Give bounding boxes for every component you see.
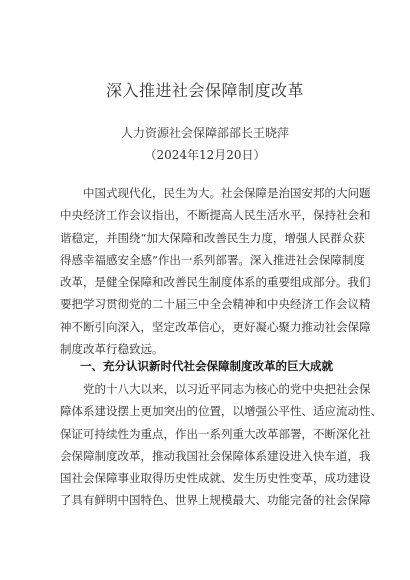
paragraph-line: 制度改革行稳致远。 <box>60 342 164 357</box>
document-date: （2024年12月20日） <box>144 148 266 162</box>
paragraph-line: 谐稳定，并围绕“加大保障和改善民生力度，增强人民群众获 <box>60 230 365 245</box>
section-heading: 一、充分认识新时代社会保障制度改革的巨大成就 <box>80 359 333 373</box>
paragraph-line: 要把学习贯彻党的二十届三中全会精神和中央经济工作会议精 <box>60 297 371 312</box>
paragraph-line: 党的十八大以来，以习近平同志为核心的党中央把社会保 <box>83 382 371 396</box>
paragraph-line: 了具有鲜明中国特色、世界上规模最大、功能完备的社会保障 <box>60 493 371 508</box>
document-author: 人力资源社会保障部部长王晓萍 <box>120 126 289 140</box>
paragraph-line: 改革，是健全保障和改善民生制度体系的重要组成部分。我们 <box>60 275 371 290</box>
paragraph-line: 障体系建设摆上更加突出的位置，以增强公平性、适应流动性、 <box>60 404 382 419</box>
paragraph-line: 保证可持续性为重点，作出一系列重大改革部署，不断深化社 <box>60 426 371 441</box>
paragraph-line: 国社会保障事业取得历史性成就、发生历史性变革，成功建设 <box>60 471 371 486</box>
paragraph-2 <box>60 378 382 512</box>
paragraph-line: 得感幸福感安全感”作出一系列部署。深入推进社会保障制度 <box>60 252 365 267</box>
paragraph-line: 中央经济工作会议指出，不断提高人民生活水平，保持社会和 <box>60 208 371 223</box>
paragraph-line: 神不断引向深入，坚定改革信心，更好凝心聚力推动社会保障 <box>60 319 371 334</box>
paragraph-line: 会保障制度改革，推动我国社会保障体系建设进入快车道，我 <box>60 448 371 463</box>
paragraph-line: 中国式现代化，民生为大。社会保障是治国安邦的大问题 <box>83 186 371 200</box>
paragraph-1 <box>60 182 371 360</box>
document-title: 深入推进社会保障制度改革 <box>105 81 304 100</box>
